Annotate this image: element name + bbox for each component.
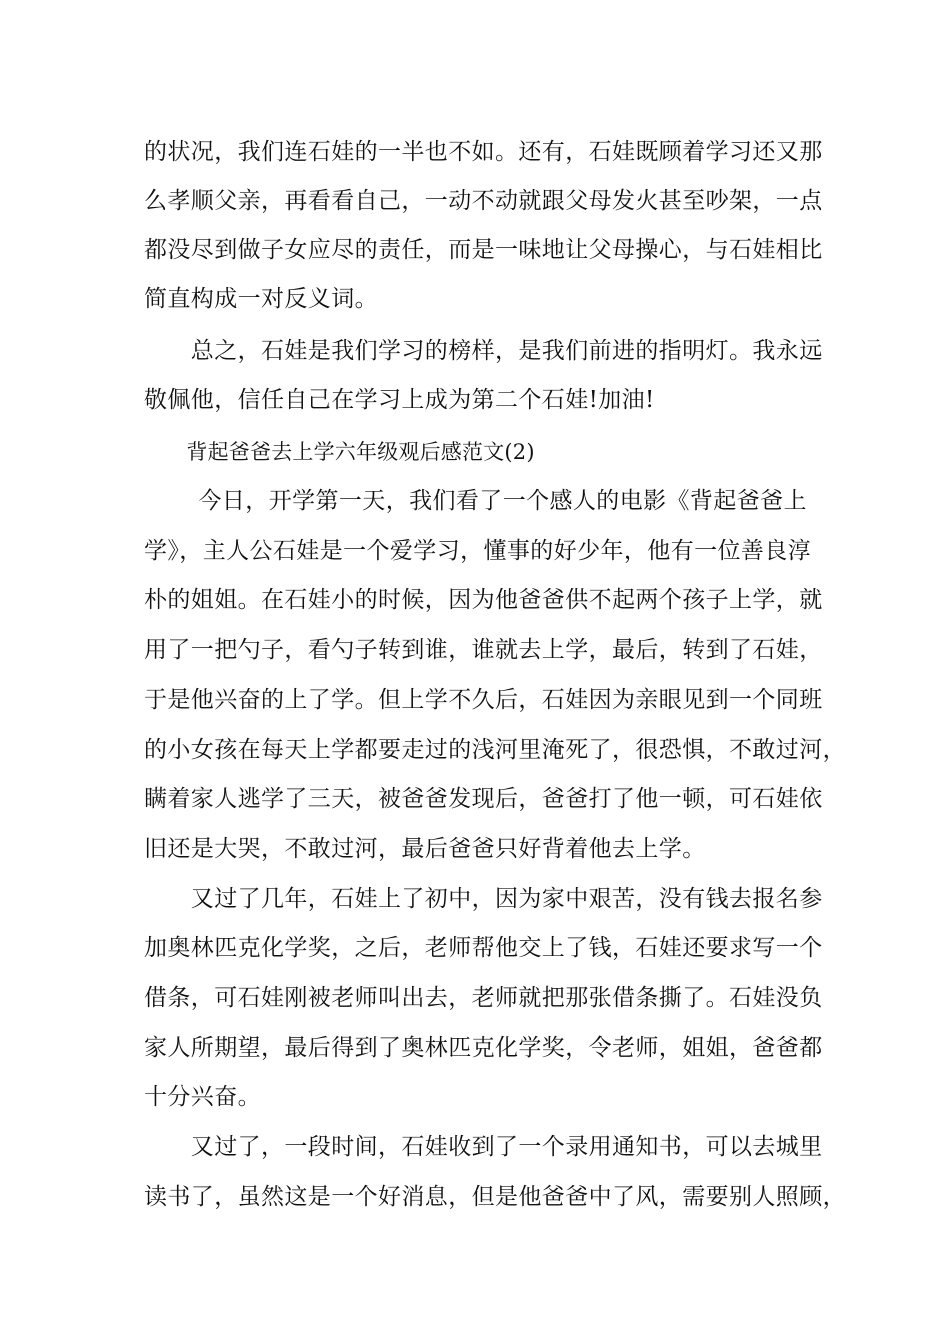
text-line: 都没尽到做子女应尽的责任，而是一味地让父母操心，与石娃相比 bbox=[144, 237, 823, 263]
text-line: 于是他兴奋的上了学。但上学不久后，石娃因为亲眼见到一个同班 bbox=[144, 687, 823, 713]
text-line: 么孝顺父亲，再看看自己，一动不动就跟父母发火甚至吵架，一点 bbox=[144, 188, 823, 214]
text-line: 十分兴奋。 bbox=[144, 1084, 261, 1110]
text-line: 旧还是大哭，不敢过河，最后爸爸只好背着他去上学。 bbox=[144, 836, 706, 862]
text-line: 敬佩他，信任自己在学习上成为第二个石娃!加油! bbox=[144, 387, 655, 413]
text-line: 读书了，虽然这是一个好消息，但是他爸爸中了风，需要别人照顾， bbox=[144, 1184, 846, 1210]
text-line: 总之，石娃是我们学习的榜样，是我们前进的指明灯。我永远 bbox=[144, 338, 823, 364]
text-line: 今日，开学第一天，我们看了一个感人的电影《背起爸爸上 bbox=[144, 488, 807, 514]
text-line: 又过了，一段时间，石娃收到了一个录用通知书，可以去城里 bbox=[144, 1134, 823, 1160]
text-line: 又过了几年，石娃上了初中，因为家中艰苦，没有钱去报名参 bbox=[144, 886, 823, 912]
section-heading: 背起爸爸去上学六年级观后感范文(2) bbox=[144, 440, 535, 464]
text-line: 借条，可石娃刚被老师叫出去，老师就把那张借条撕了。石娃没负 bbox=[144, 985, 823, 1011]
text-line: 加奥林匹克化学奖，之后，老师帮他交上了钱，石娃还要求写一个 bbox=[144, 935, 823, 961]
text-line: 瞒着家人逃学了三天，被爸爸发现后，爸爸打了他一顿，可石娃依 bbox=[144, 786, 823, 812]
text-line: 家人所期望，最后得到了奥林匹克化学奖，令老师，姐姐，爸爸都 bbox=[144, 1035, 823, 1061]
text-line: 简直构成一对反义词。 bbox=[144, 286, 378, 312]
text-line: 的状况，我们连石娃的一半也不如。还有，石娃既顾着学习还又那 bbox=[144, 139, 823, 165]
text-line: 朴的姐姐。在石娃小的时候，因为他爸爸供不起两个孩子上学，就 bbox=[144, 587, 823, 613]
text-line: 的小女孩在每天上学都要走过的浅河里淹死了，很恐惧，不敢过河， bbox=[144, 737, 846, 763]
text-line: 学》，主人公石娃是一个爱学习，懂事的好少年，他有一位善良淳 bbox=[144, 538, 812, 564]
text-line: 用了一把勺子，看勺子转到谁，谁就去上学，最后，转到了石娃， bbox=[144, 637, 823, 663]
